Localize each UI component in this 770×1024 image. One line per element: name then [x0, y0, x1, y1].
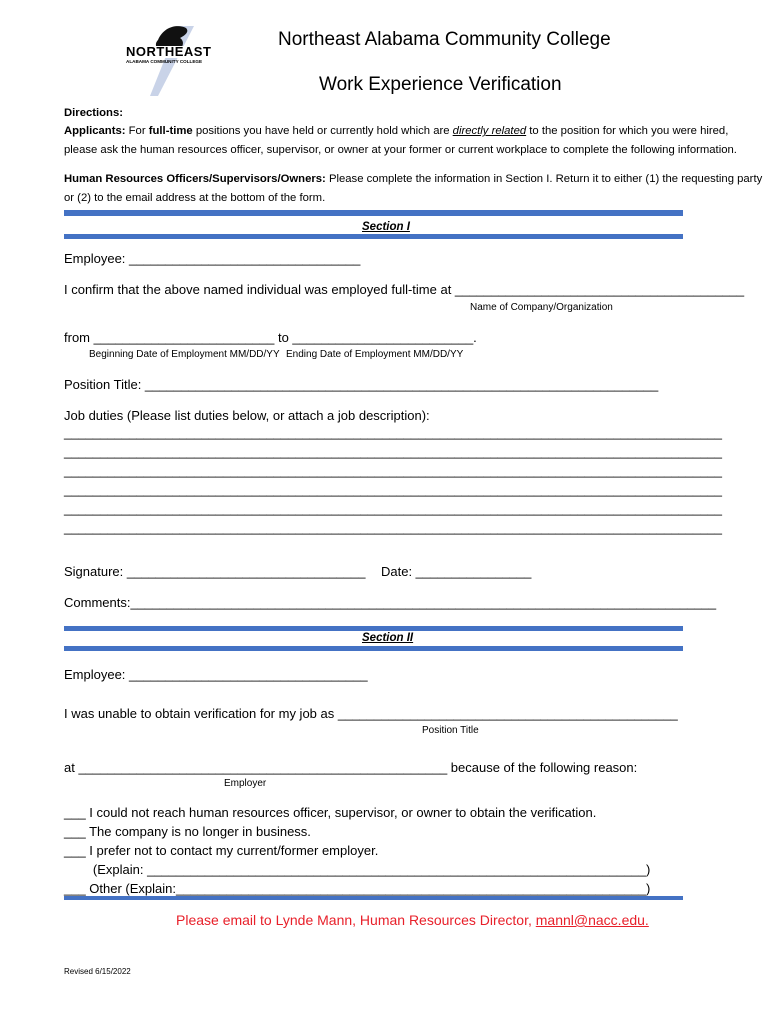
duty-line[interactable]: ___________________________________________________________________________________________ [64, 501, 722, 516]
section-1-bottom-rule [64, 234, 683, 239]
position-title-caption: Position Title [422, 725, 479, 736]
section-1-top-rule [64, 210, 683, 216]
duty-line[interactable]: ___________________________________________________________________________________________ [64, 520, 722, 535]
s1-dates-field[interactable]: from _________________________ to _________________________. [64, 330, 477, 345]
duty-line[interactable]: ___________________________________________________________________________________________ [64, 444, 722, 459]
applicants-mid: positions you have held or currently hold which are [192, 125, 453, 137]
applicants-line-2: please ask the human resources officer, supervisor, or owner at your former or current workplace to complete the following information. [64, 144, 737, 156]
logo-text: NORTHEAST [126, 44, 212, 59]
job-duties-label: Job duties (Please list duties below, or attach a job description): [64, 408, 430, 423]
email-notice-text: Please email to Lynde Mann, Human Resources Director, [176, 912, 536, 928]
email-notice [176, 912, 649, 928]
footer-rule [64, 896, 683, 900]
comments-field[interactable]: Comments:_________________________________________________________________________________ [64, 595, 717, 610]
reason-option[interactable]: ___ The company is no longer in business. [64, 824, 311, 839]
applicants-label: Applicants: [64, 125, 126, 137]
signature-field[interactable]: Signature: _________________________________ [64, 564, 366, 579]
applicants-post: to the position for which you were hired, [526, 125, 729, 137]
hr-line-2: or (2) to the email address at the bottom of the form. [64, 192, 326, 204]
date-field[interactable]: Date: ________________ [381, 564, 532, 579]
directions-heading: Directions: [64, 107, 124, 119]
directly-related-text: directly related [452, 125, 527, 137]
applicants-pre: For [125, 125, 149, 137]
college-logo [120, 22, 212, 98]
other-reason-field[interactable]: ___ Other (Explain:_________________________________________________________________) [64, 881, 651, 896]
revised-date: Revised 6/15/2022 [64, 967, 131, 976]
company-caption: Name of Company/Organization [470, 302, 613, 313]
reason-option[interactable]: ___ I could not reach human resources officer, supervisor, or owner to obtain the verification. [64, 805, 597, 820]
s1-employee-field[interactable]: Employee: ________________________________ [64, 251, 361, 266]
college-name: Northeast Alabama Community College [278, 29, 611, 50]
end-date-caption: Ending Date of Employment MM/DD/YY [286, 349, 464, 360]
full-time-text: full-time [148, 125, 193, 137]
duty-line[interactable]: ___________________________________________________________________________________________ [64, 482, 722, 497]
s2-employee-field[interactable]: Employee: _________________________________ [64, 667, 368, 682]
s2-position-field[interactable]: I was unable to obtain verification for my job as _______________________________________________ [64, 706, 678, 721]
email-link[interactable]: mannl@nacc.edu. [535, 912, 649, 928]
section-2-bottom-rule [64, 646, 683, 651]
applicants-line [64, 126, 728, 137]
duty-line[interactable]: ___________________________________________________________________________________________ [64, 463, 722, 478]
hr-text: Please complete the information in Section I. Return it to either (1) the requesting party [325, 173, 763, 185]
employer-caption: Employer [224, 778, 267, 789]
duty-line[interactable]: ___________________________________________________________________________________________ [64, 425, 722, 440]
s2-employer-field[interactable]: at ___________________________________________________ because of the following reason: [64, 760, 638, 775]
logo-subtext: ALABAMA COMMUNITY COLLEGE [126, 59, 203, 64]
section-2-top-rule [64, 626, 683, 631]
s1-position-field[interactable]: Position Title: _______________________________________________________________________ [64, 377, 659, 392]
reason-option[interactable]: ___ I prefer not to contact my current/former employer. [64, 843, 379, 858]
explain-field[interactable]: (Explain: _____________________________________________________________________) [64, 862, 651, 877]
hr-line [64, 174, 762, 185]
form-title: Work Experience Verification [319, 74, 562, 95]
hr-label: Human Resources Officers/Supervisors/Owners: [64, 173, 326, 185]
section-2-heading: Section II [362, 632, 414, 644]
section-1-heading: Section I [362, 221, 410, 233]
begin-date-caption: Beginning Date of Employment MM/DD/YY [89, 349, 280, 360]
s1-company-field[interactable]: I confirm that the above named individual was employed full-time at ________________________________________ [64, 282, 745, 297]
